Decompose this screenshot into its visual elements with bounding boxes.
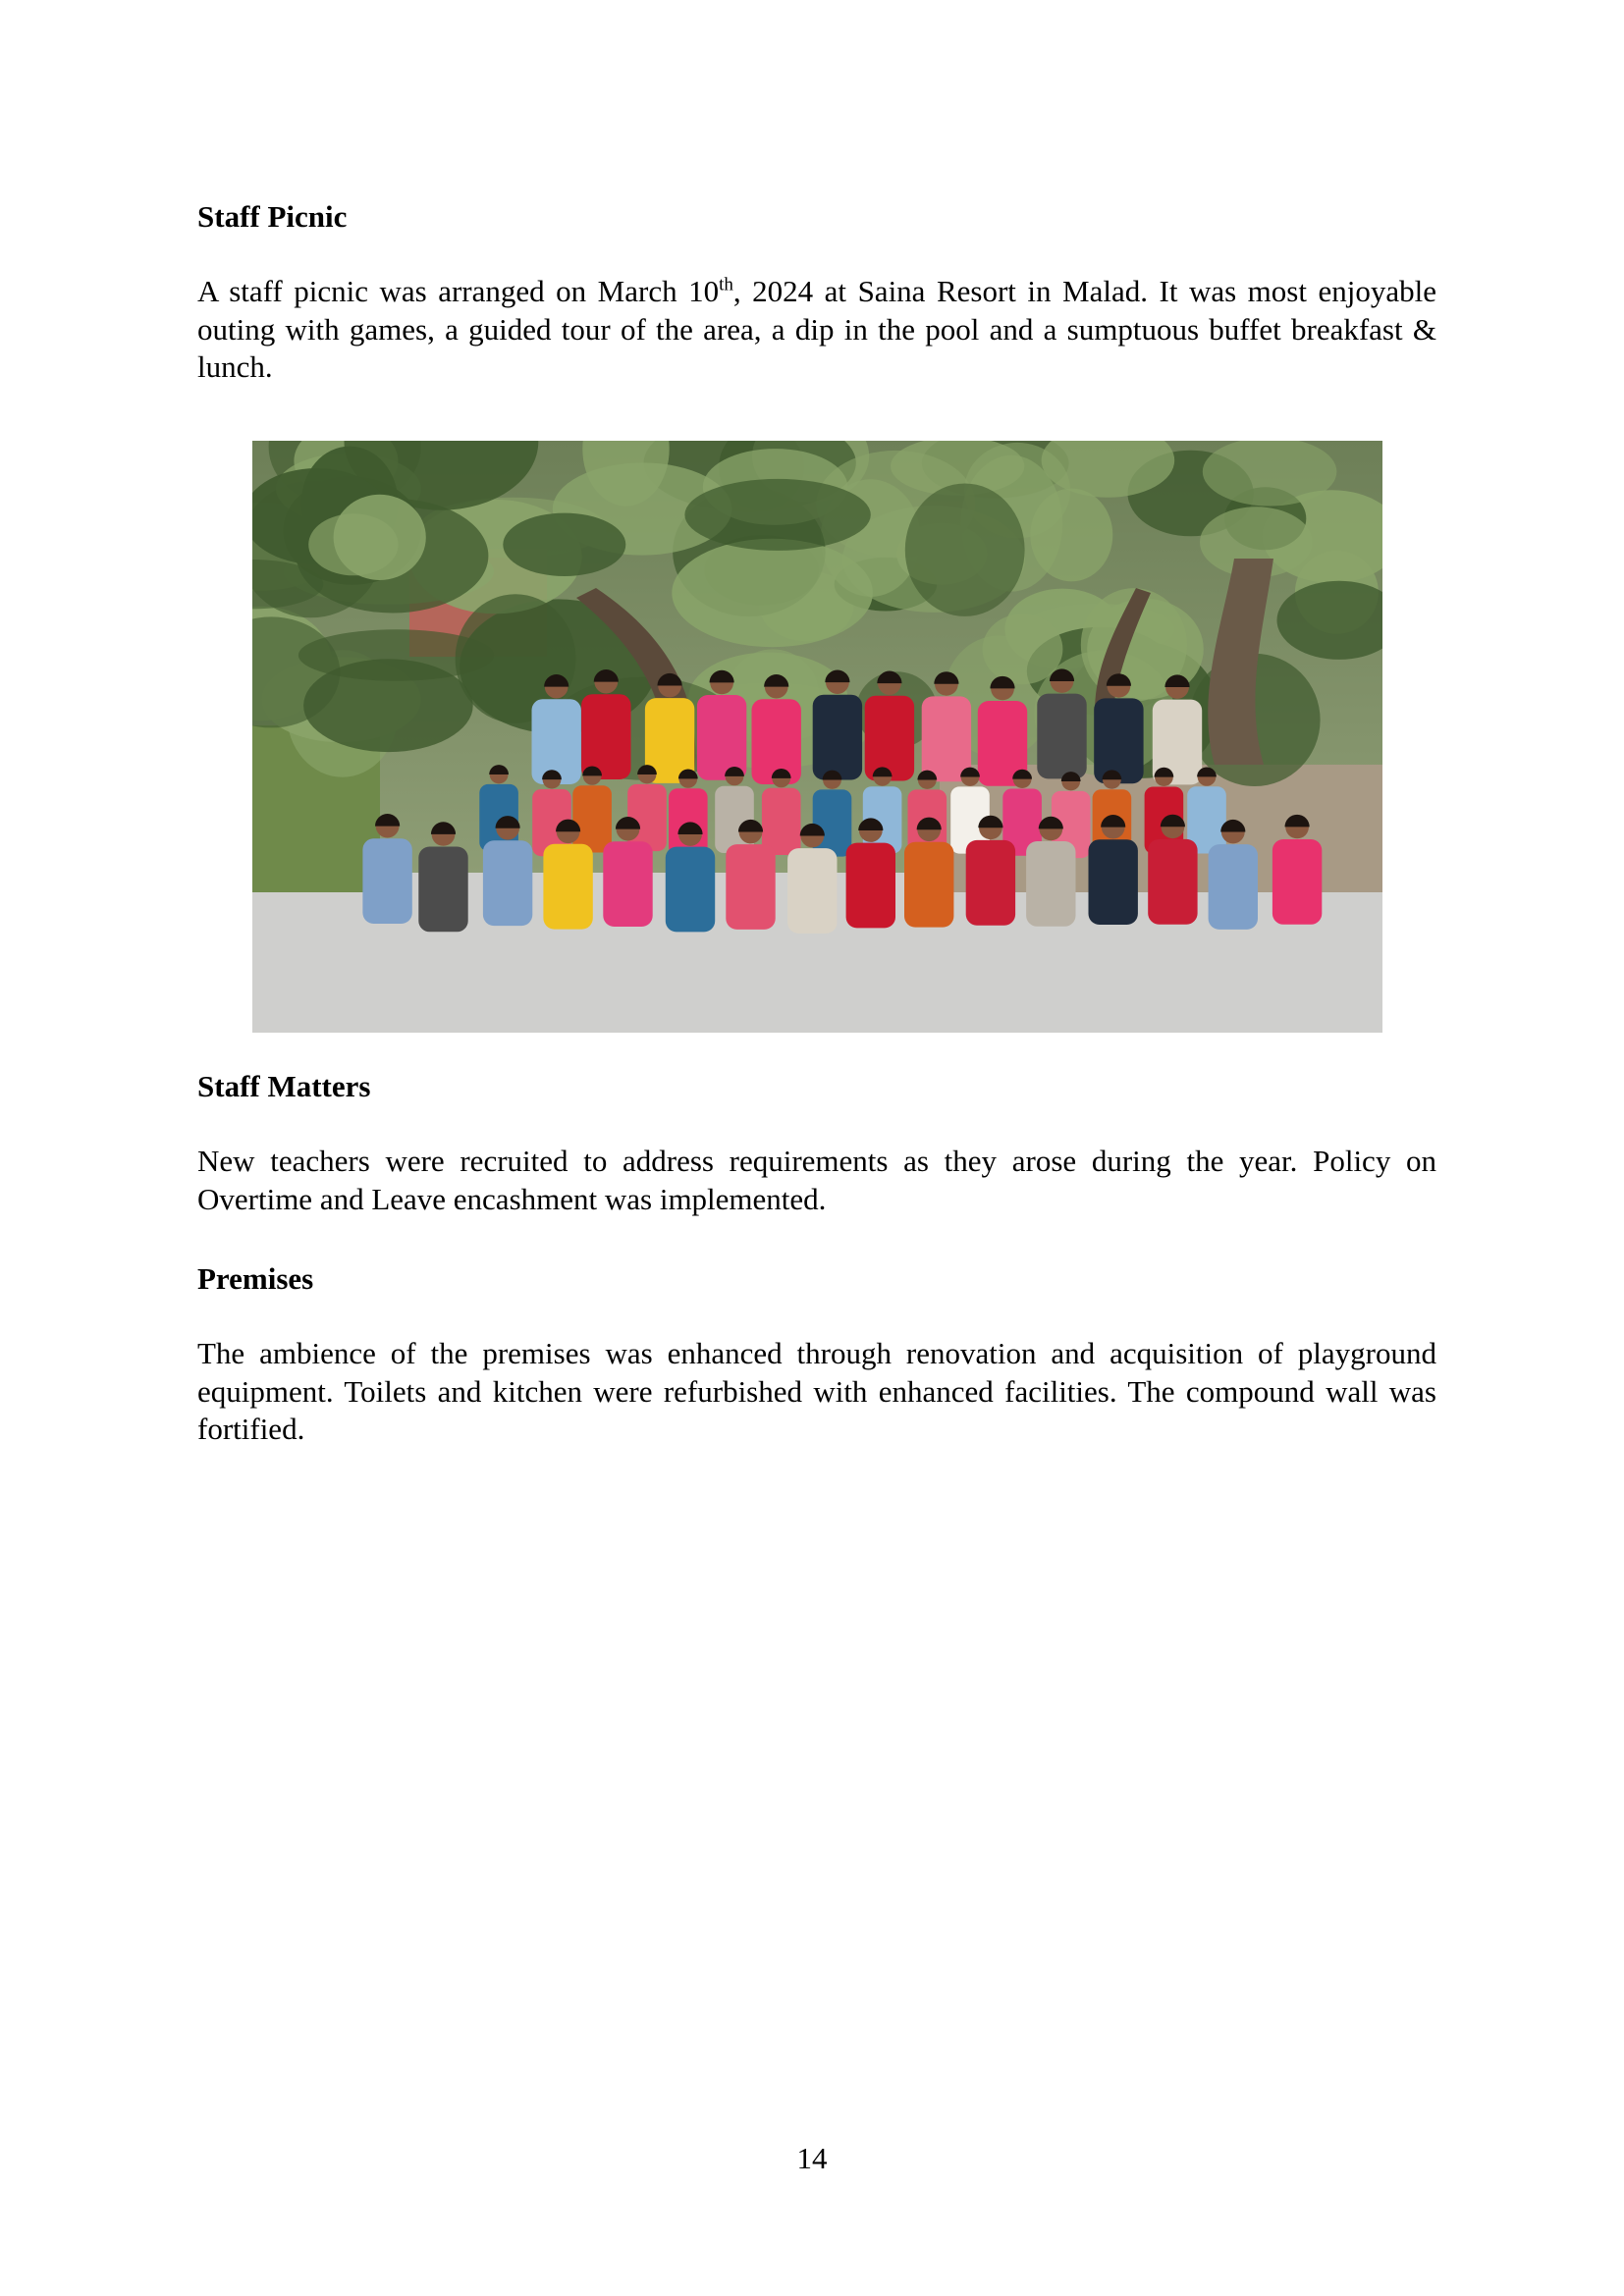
picnic-text-start: A staff picnic was arranged on March 10 [197,274,720,308]
group-photo-illustration [252,441,1382,1033]
staff-picnic-group-photo [252,441,1382,1033]
staff-picnic-paragraph [197,273,1436,387]
ordinal-suffix: th [719,274,733,295]
staff-matters-paragraph: New teachers were recruited to address requirements as they arose during the year. Policy on Overtime and Leave encashment was implemented. [197,1144,1436,1216]
staff-matters-heading: Staff Matters [197,1069,371,1103]
page-number: 14 [796,2141,828,2175]
staff-picnic-heading: Staff Picnic [197,199,348,234]
picnic-text-end: , 2024 at Saina Resort in Malad. It was most enjoyable outing with games, a guided tour of the area, a dip in the pool and a sumptuous buffet breakfast & lunch. [197,274,1436,384]
premises-heading: Premises [197,1261,314,1296]
premises-paragraph: The ambience of the premises was enhanced through renovation and acquisition of playground equipment. Toilets and kitchen were refurbished with enhanced facilities. The compound wall was fortified. [197,1336,1436,1446]
